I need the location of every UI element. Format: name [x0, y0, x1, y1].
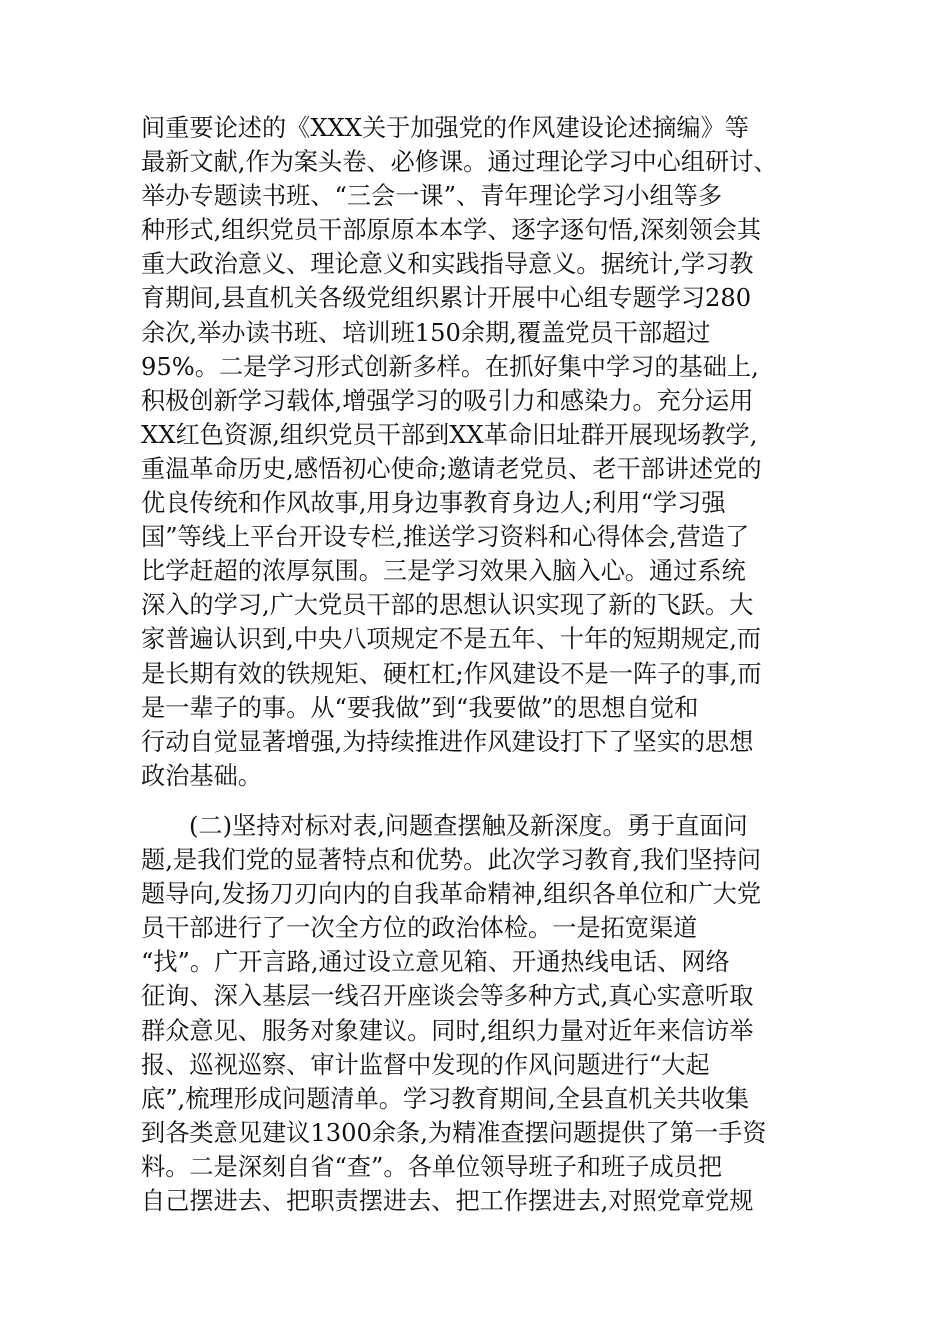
text-line: 优良传统和作风故事,用身边事教育身边人;利用“学习强 — [141, 489, 726, 518]
text-line: 题,是我们党的显著特点和优势。此次学习教育,我们坚持问 — [141, 846, 762, 875]
text-line: 政治基础。 — [141, 761, 262, 790]
text-line: 员干部进行了一次全方位的政治体检。一是拓宽渠道 — [141, 914, 698, 943]
text-line: 是长期有效的铁规矩、硬杠杠;作风建设不是一阵子的事,而 — [141, 659, 762, 688]
text-line: 育期间,县直机关各级党组织累计开展中心组专题学习280 — [141, 284, 752, 313]
text-line: 自己摆进去、把职责摆进去、把工作摆进去,对照党章党规 — [141, 1187, 754, 1216]
text-line: 重温革命历史,感悟初心使命;邀请老党员、老干部讲述党的 — [141, 454, 762, 483]
text-line: 是一辈子的事。从“要我做”到“我要做”的思想自觉和 — [141, 693, 699, 722]
text-line: 比学赶超的浓厚氛围。三是学习效果入脑入心。通过系统 — [141, 557, 746, 586]
paragraph-1 — [141, 111, 821, 793]
text-line: 报、巡视巡察、审计监督中发现的作风问题进行“大起 — [141, 1050, 710, 1079]
text-line: 种形式,组织党员干部原原本本学、逐字逐句悟,深刻领会其 — [141, 216, 762, 245]
text-line: 群众意见、服务对象建议。同时,组织力量对近年来信访举 — [141, 1016, 754, 1045]
text-line: 行动自觉显著增强,为持续推进作风建设打下了坚实的思想 — [141, 727, 754, 756]
paragraph-2 — [141, 809, 821, 1218]
text-line: 料。二是深刻自省“查”。各单位领导班子和班子成员把 — [141, 1152, 723, 1181]
text-line: 积极创新学习载体,增强学习的吸引力和感染力。充分运用 — [141, 386, 754, 415]
text-line: 举办专题读书班、“三会一课”、青年理论学习小组等多 — [141, 182, 723, 211]
text-line: 国”等线上平台开设专栏,推送学习资料和心得体会,营造了 — [141, 523, 750, 552]
text-line: 深入的学习,广大党员干部的思想认识实现了新的飞跃。大 — [141, 591, 754, 620]
text-line: XX红色资源,组织党员干部到XX革命旧址群开展现场教学, — [141, 420, 758, 449]
text-line: 最新文献,作为案头卷、必修课。通过理论学习中心组研讨、 — [141, 148, 778, 177]
text-line: 重大政治意义、理论意义和实践指导意义。据统计,学习教 — [141, 250, 754, 279]
text-line: 95%。二是学习形式创新多样。在抓好集中学习的基础上, — [141, 352, 759, 381]
text-line: “找”。广开言路,通过设立意见箱、开通热线电话、网络 — [141, 948, 730, 977]
text-line: 题导向,发扬刀刃向内的自我革命精神,组织各单位和广大党 — [141, 880, 762, 909]
text-line: 到各类意见建议1300余条,为精准查摆问题提供了第一手资 — [141, 1118, 767, 1147]
section-heading-line: (二)坚持对标对表,问题查摆触及新深度。勇于直面问 — [189, 812, 748, 840]
text-line: 间重要论述的《XXX关于加强党的作风建设论述摘编》等 — [141, 114, 749, 142]
text-line: 家普遍认识到,中央八项规定不是五年、十年的短期规定,而 — [141, 625, 762, 654]
text-line: 底”,梳理形成问题清单。学习教育期间,全县直机关共收集 — [141, 1084, 750, 1113]
text-line: 征询、深入基层一线召开座谈会等多种方式,真心实意听取 — [141, 982, 754, 1011]
text-line: 余次,举办读书班、培训班150余期,覆盖党员干部超过 — [141, 318, 711, 347]
